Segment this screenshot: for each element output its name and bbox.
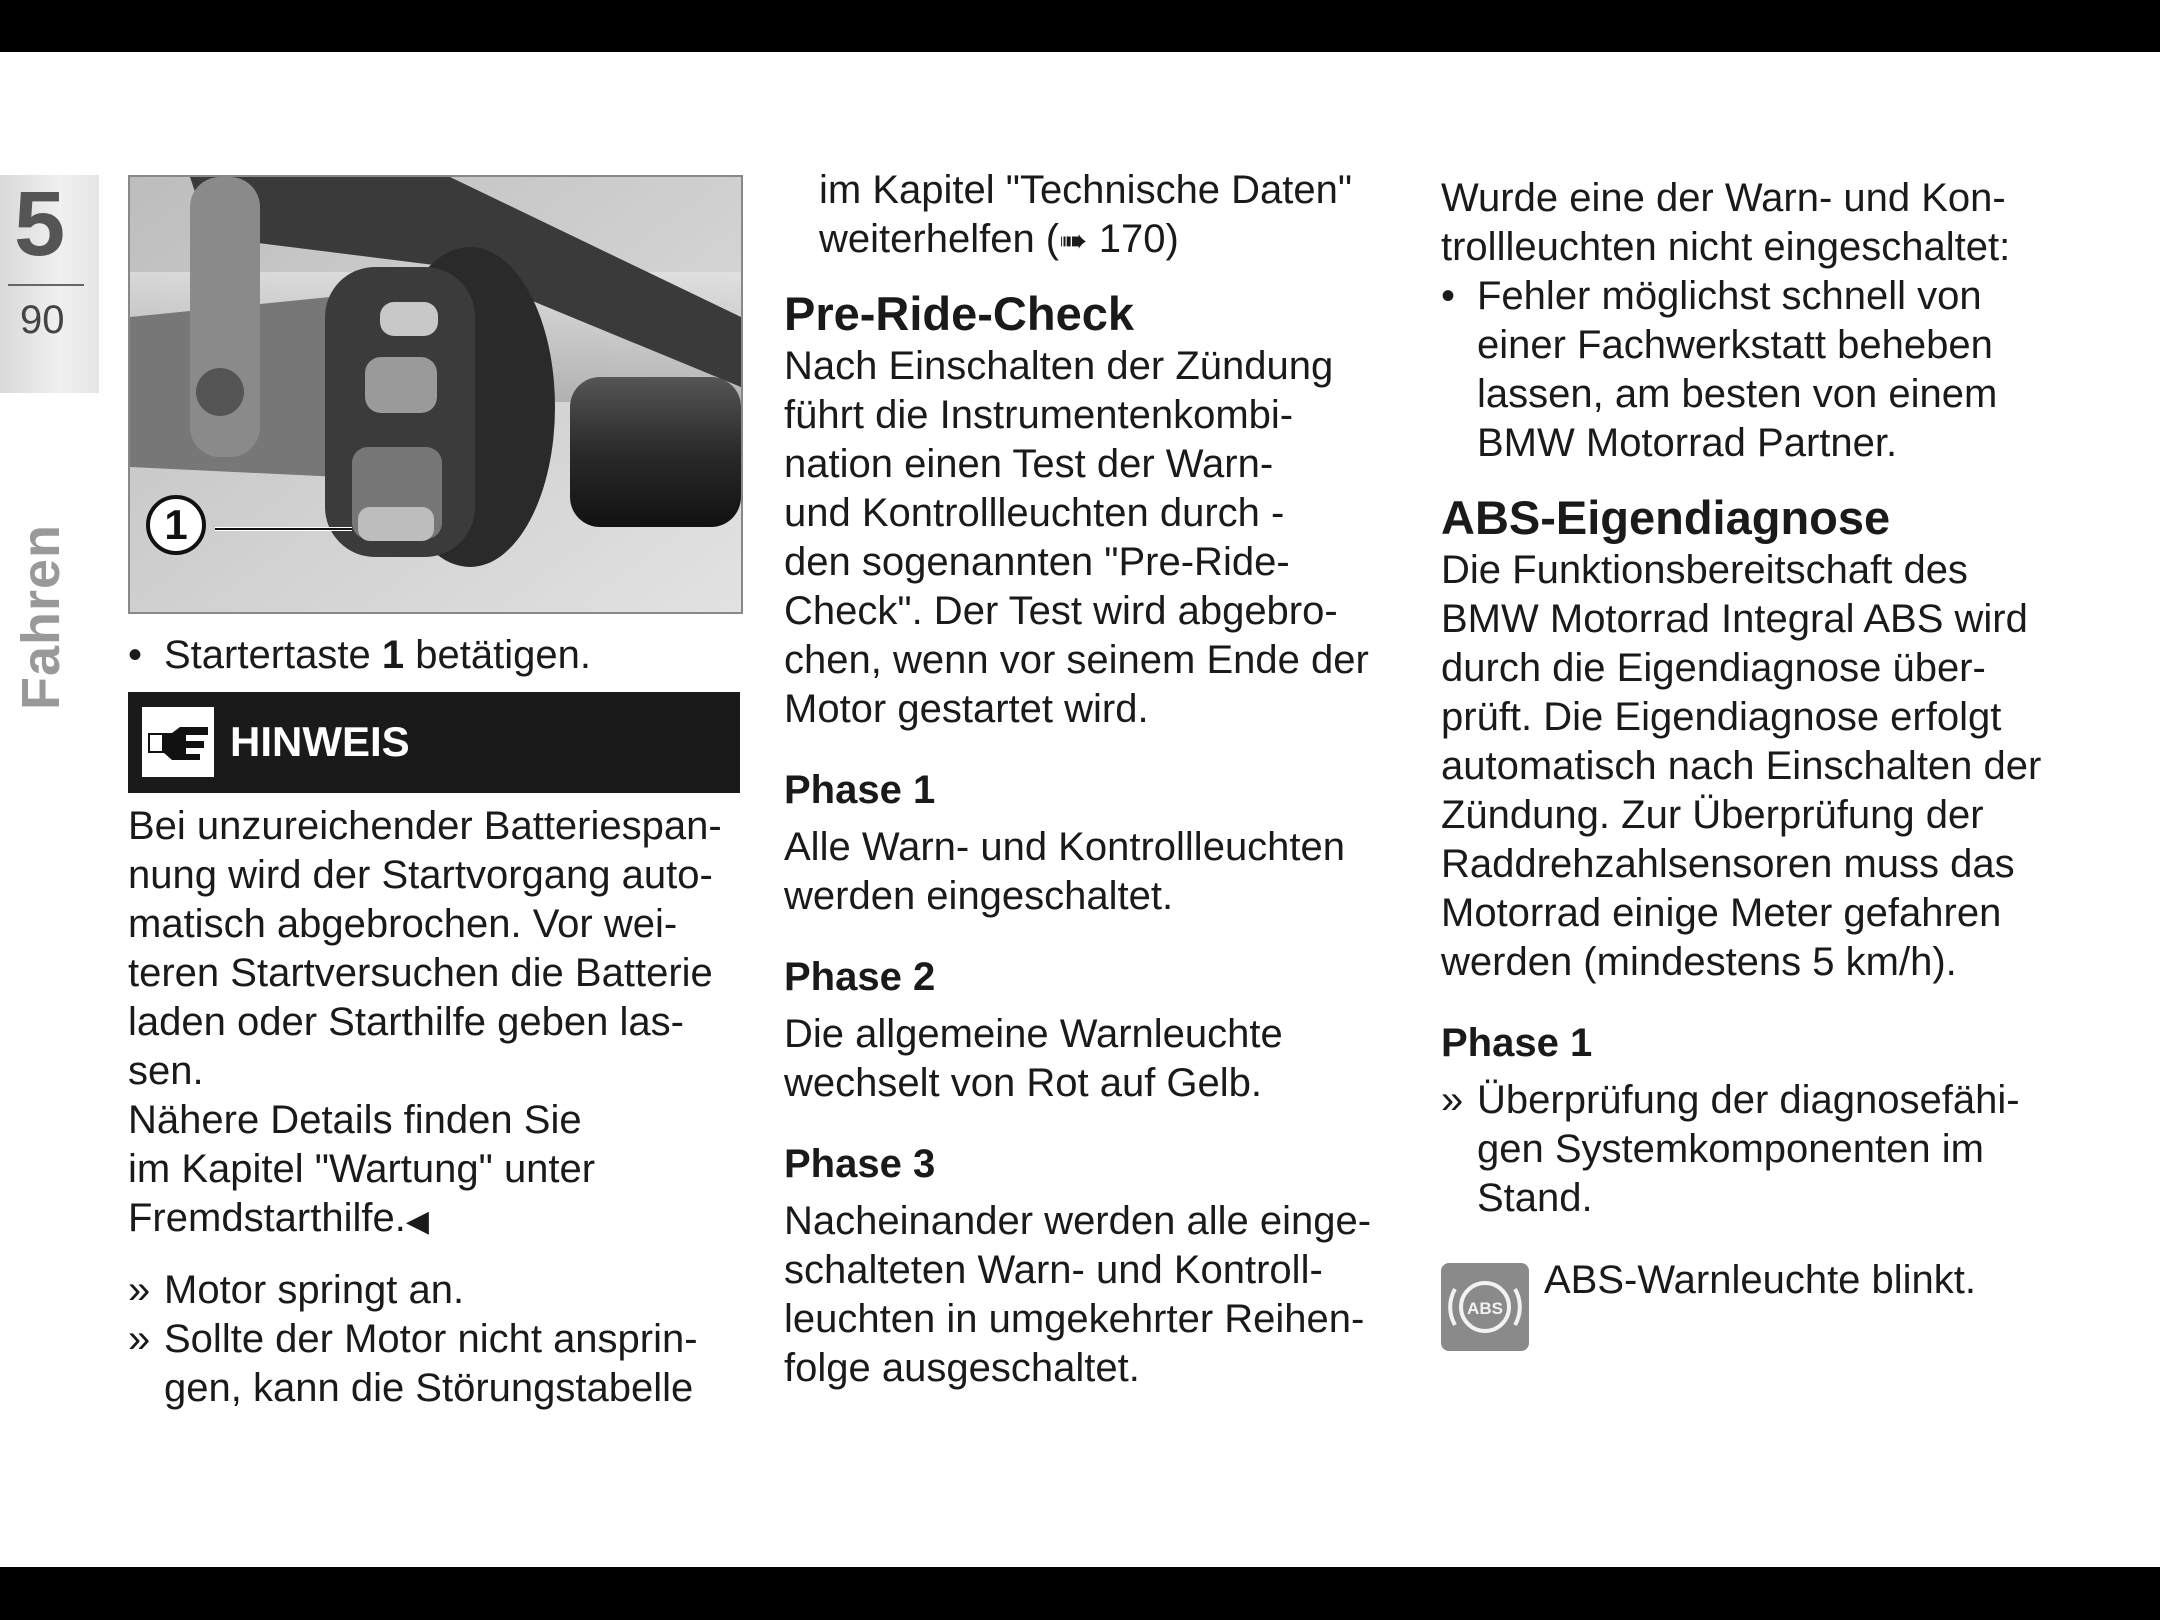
body-line: und Kontrollleuchten durch - [784, 491, 1285, 535]
abs-warning-light-icon [1441, 1263, 1529, 1351]
step-text: Startertaste [164, 633, 382, 677]
continuation-text: weiterhelfen ( [819, 217, 1060, 261]
notice-body-line: laden oder Starthilfe geben las- [128, 1000, 684, 1044]
abs-icon-text: ABS [1467, 1299, 1503, 1318]
abs-warning-label: ABS-Warnleuchte blinkt. [1544, 1258, 1977, 1302]
body-line: den sogenannten "Pre-Ride- [784, 540, 1290, 584]
continuation-ref-line [784, 215, 1404, 266]
end-of-notice-triangle-icon: ◀ [405, 1205, 429, 1238]
handlebar-switch-photo [128, 175, 743, 614]
result-text: Überprüfung der diagnosefähi- [1477, 1078, 2020, 1122]
result-text: gen Systemkomponenten im [1477, 1127, 1984, 1171]
notice-body-line: sen. [128, 1049, 204, 1093]
bullet-mark: • [1441, 274, 1456, 318]
body-line: Die Funktionsbereitschaft des [1441, 548, 1968, 592]
body-line: trollleuchten nicht eingeschaltet: [1441, 225, 2011, 269]
body-line: Nach Einschalten der Zündung [784, 344, 1334, 388]
body-line: Alle Warn- und Kontrollleuchten [784, 825, 1346, 869]
column-3 [1441, 174, 2081, 1223]
column-2 [784, 166, 1404, 1393]
bullet-item [1441, 272, 2081, 468]
notice-body-line: im Kapitel "Wartung" unter [128, 1147, 596, 1191]
bullet-text: Fehler möglichst schnell von [1477, 274, 1982, 318]
result-text: Stand. [1477, 1176, 1593, 1220]
result-item [128, 1266, 748, 1315]
page-number: 90 [20, 298, 65, 342]
body-line: Check". Der Test wird abgebro- [784, 589, 1338, 633]
abs-warning-text-block [1544, 1256, 2104, 1305]
page-reference-arrow-icon: ➠ [1059, 222, 1088, 260]
phase-result-item [1441, 1076, 2081, 1223]
result-text: gen, kann die Störungstabelle [164, 1366, 694, 1410]
notice-title: HINWEIS [230, 718, 410, 765]
body-line: automatisch nach Einschalten der [1441, 744, 2042, 788]
body-line: Raddrehzahlsensoren muss das [1441, 842, 2015, 886]
step-text-end: betätigen. [404, 633, 591, 677]
body-line: schalteten Warn- und Kontroll- [784, 1248, 1323, 1292]
body-line: durch die Eigendiagnose über- [1441, 646, 1986, 690]
continuation-line: im Kapitel "Technische Daten" [819, 168, 1353, 212]
top-black-band [0, 0, 2160, 52]
body-line: Motor gestartet wird. [784, 687, 1149, 731]
body-line: werden eingeschaltet. [784, 874, 1174, 918]
notice-box [128, 692, 740, 793]
pointing-hand-icon [142, 707, 214, 777]
result-text: Motor springt an. [164, 1268, 465, 1312]
bottom-black-band [0, 1567, 2160, 1620]
step-ref-number: 1 [381, 633, 405, 677]
result-item [128, 1315, 748, 1413]
bullet-text: einer Fachwerkstatt beheben [1477, 323, 1993, 367]
bullet-mark: • [128, 633, 143, 677]
chapter-tab-divider [8, 284, 84, 286]
chapter-title-vertical: Fahren [11, 523, 71, 710]
notice-body-line-last [128, 1194, 748, 1246]
result-mark: » [128, 1268, 151, 1312]
body-line: leuchten in umgekehrter Reihen- [784, 1297, 1365, 1341]
notice-body-line: Bei unzureichender Batteriespan- [128, 804, 722, 848]
result-mark: » [128, 1317, 151, 1361]
result-text: Sollte der Motor nicht ansprin- [164, 1317, 698, 1361]
phase-heading: Phase 2 [784, 955, 936, 999]
body-line: folge ausgeschaltet. [784, 1346, 1140, 1390]
callout-circle: 1 [146, 495, 206, 555]
body-line: wechselt von Rot auf Gelb. [784, 1061, 1263, 1105]
body-line: Die allgemeine Warnleuchte [784, 1012, 1283, 1056]
body-line: BMW Motorrad Integral ABS wird [1441, 597, 2028, 641]
notice-body-text: Fremdstarthilfe. [128, 1196, 406, 1240]
notice-body-line: teren Startversuchen die Batterie [128, 951, 713, 995]
bullet-text: BMW Motorrad Partner. [1477, 421, 1898, 465]
notice-body-line: matisch abgebrochen. Vor wei- [128, 902, 678, 946]
startertaste-step [128, 631, 748, 680]
body-line: Motorrad einige Meter gefahren [1441, 891, 2002, 935]
notice-body-line: Nähere Details finden Sie [128, 1098, 582, 1142]
page-reference-number: 170) [1087, 217, 1179, 261]
result-mark: » [1441, 1078, 1464, 1122]
body-line: prüft. Die Eigendiagnose erfolgt [1441, 695, 2002, 739]
body-line: Nacheinander werden alle einge- [784, 1199, 1372, 1243]
body-line: werden (mindestens 5 km/h). [1441, 940, 1957, 984]
bullet-text: lassen, am besten von einem [1477, 372, 1998, 416]
body-line: Wurde eine der Warn- und Kon- [1441, 176, 2006, 220]
chapter-number: 5 [14, 173, 66, 275]
phase-heading: Phase 1 [1441, 1021, 1593, 1065]
column-1-step [128, 631, 748, 680]
section-heading-abs-eigendiagnose: ABS-Eigendiagnose [1441, 491, 1891, 544]
body-line: führt die Instrumentenkombi- [784, 393, 1294, 437]
body-line: chen, wenn vor seinem Ende der [784, 638, 1369, 682]
body-line: Zündung. Zur Überprüfung der [1441, 793, 1984, 837]
section-heading-pre-ride-check: Pre-Ride-Check [784, 287, 1134, 340]
phase-heading: Phase 3 [784, 1142, 936, 1186]
phase-heading: Phase 1 [784, 768, 936, 812]
column-1-body [128, 802, 748, 1413]
notice-body-line: nung wird der Startvorgang auto- [128, 853, 713, 897]
body-line: nation einen Test der Warn- [784, 442, 1274, 486]
